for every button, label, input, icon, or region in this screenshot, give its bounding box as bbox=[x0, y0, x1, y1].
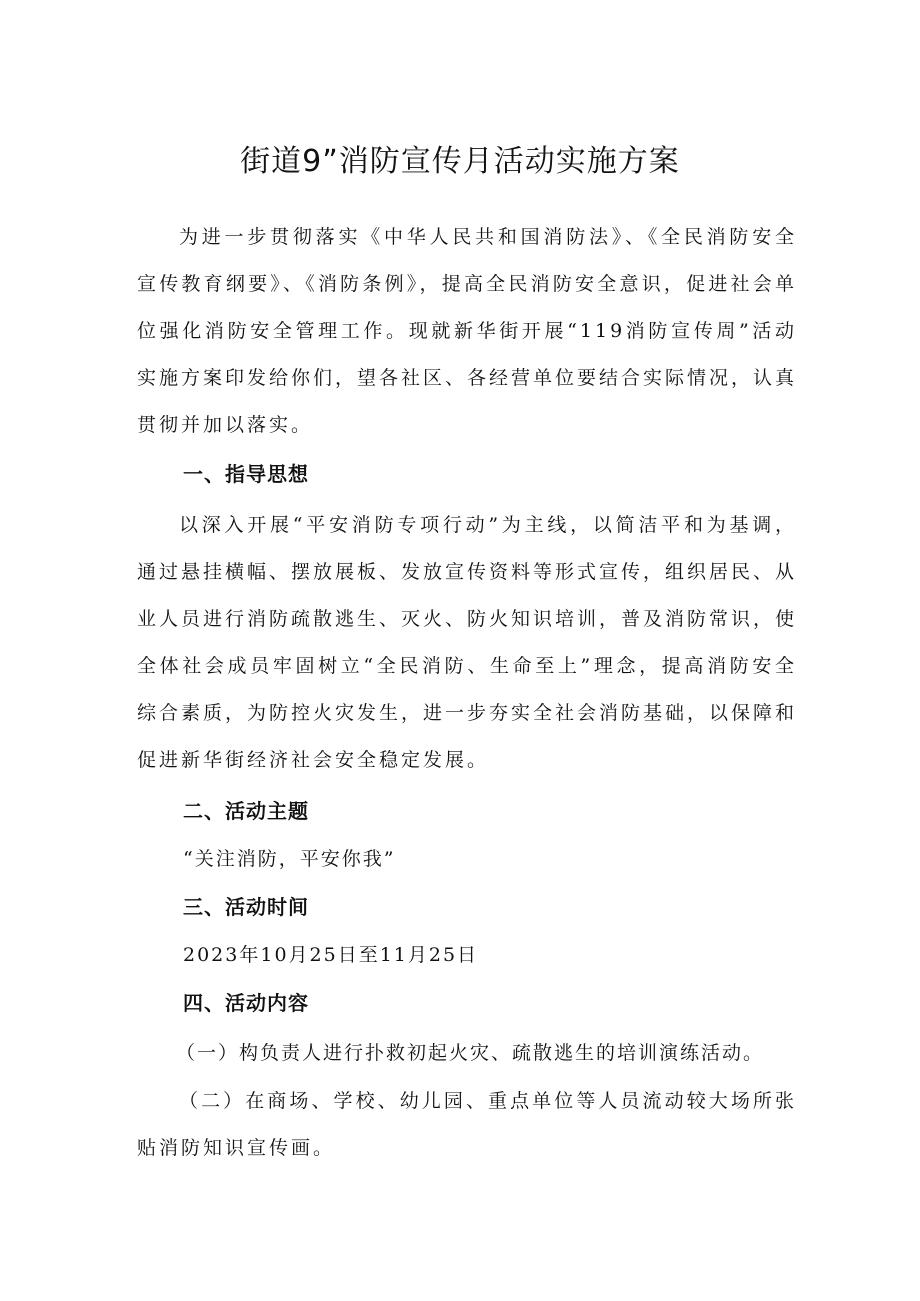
guiding-ideology-paragraph: 以深入开展“平安消防专项行动”为主线，以简洁平和为基调，通过悬挂横幅、摆放展板、发放宣传资料等形式宣传，组织居民、从业人员进行消防疏散逃生、灭火、防火知识培训，普及消防常识，使全体社会成员牢固树立“全民消防、生命至上”理念，提高消防安全综合素质，为防控火灾发生，进一步夯实全社会消防基础，以保障和促进新华街经济社会安全稳定发展。 bbox=[137, 514, 798, 771]
activity-theme-text: “关注消防，平安你我” bbox=[183, 848, 396, 870]
activity-time-text: 2023年10月25日至11月25日 bbox=[183, 944, 479, 966]
document-title: 街道9”消防宣传月活动实施方案 bbox=[240, 144, 680, 179]
section-heading-activity-time: 三、活动时间 bbox=[183, 895, 309, 919]
intro-paragraph: 为进一步贯彻落实《中华人民共和国消防法》、《全民消防安全宣传教育纲要》、《消防条例》，提高全民消防安全意识，促进社会单位强化消防安全管理工作。现就新华街开展“119消防宣传周”活动实施方案印发给你们，望各社区、各经营单位要结合实际情况，认真贯彻并加以落实。 bbox=[137, 226, 798, 436]
activity-content-item-1: （一）构负责人进行扑救初起火灾、疏散逃生的培训演练活动。 bbox=[176, 1042, 765, 1064]
section-heading-guiding-ideology: 一、指导思想 bbox=[183, 462, 309, 486]
activity-content-item-2: （二）在商场、学校、幼儿园、重点单位等人员流动较大场所张贴消防知识宣传画。 bbox=[137, 1090, 797, 1159]
section-heading-activity-content: 四、活动内容 bbox=[183, 991, 309, 1015]
section-heading-activity-theme: 二、活动主题 bbox=[183, 799, 309, 823]
